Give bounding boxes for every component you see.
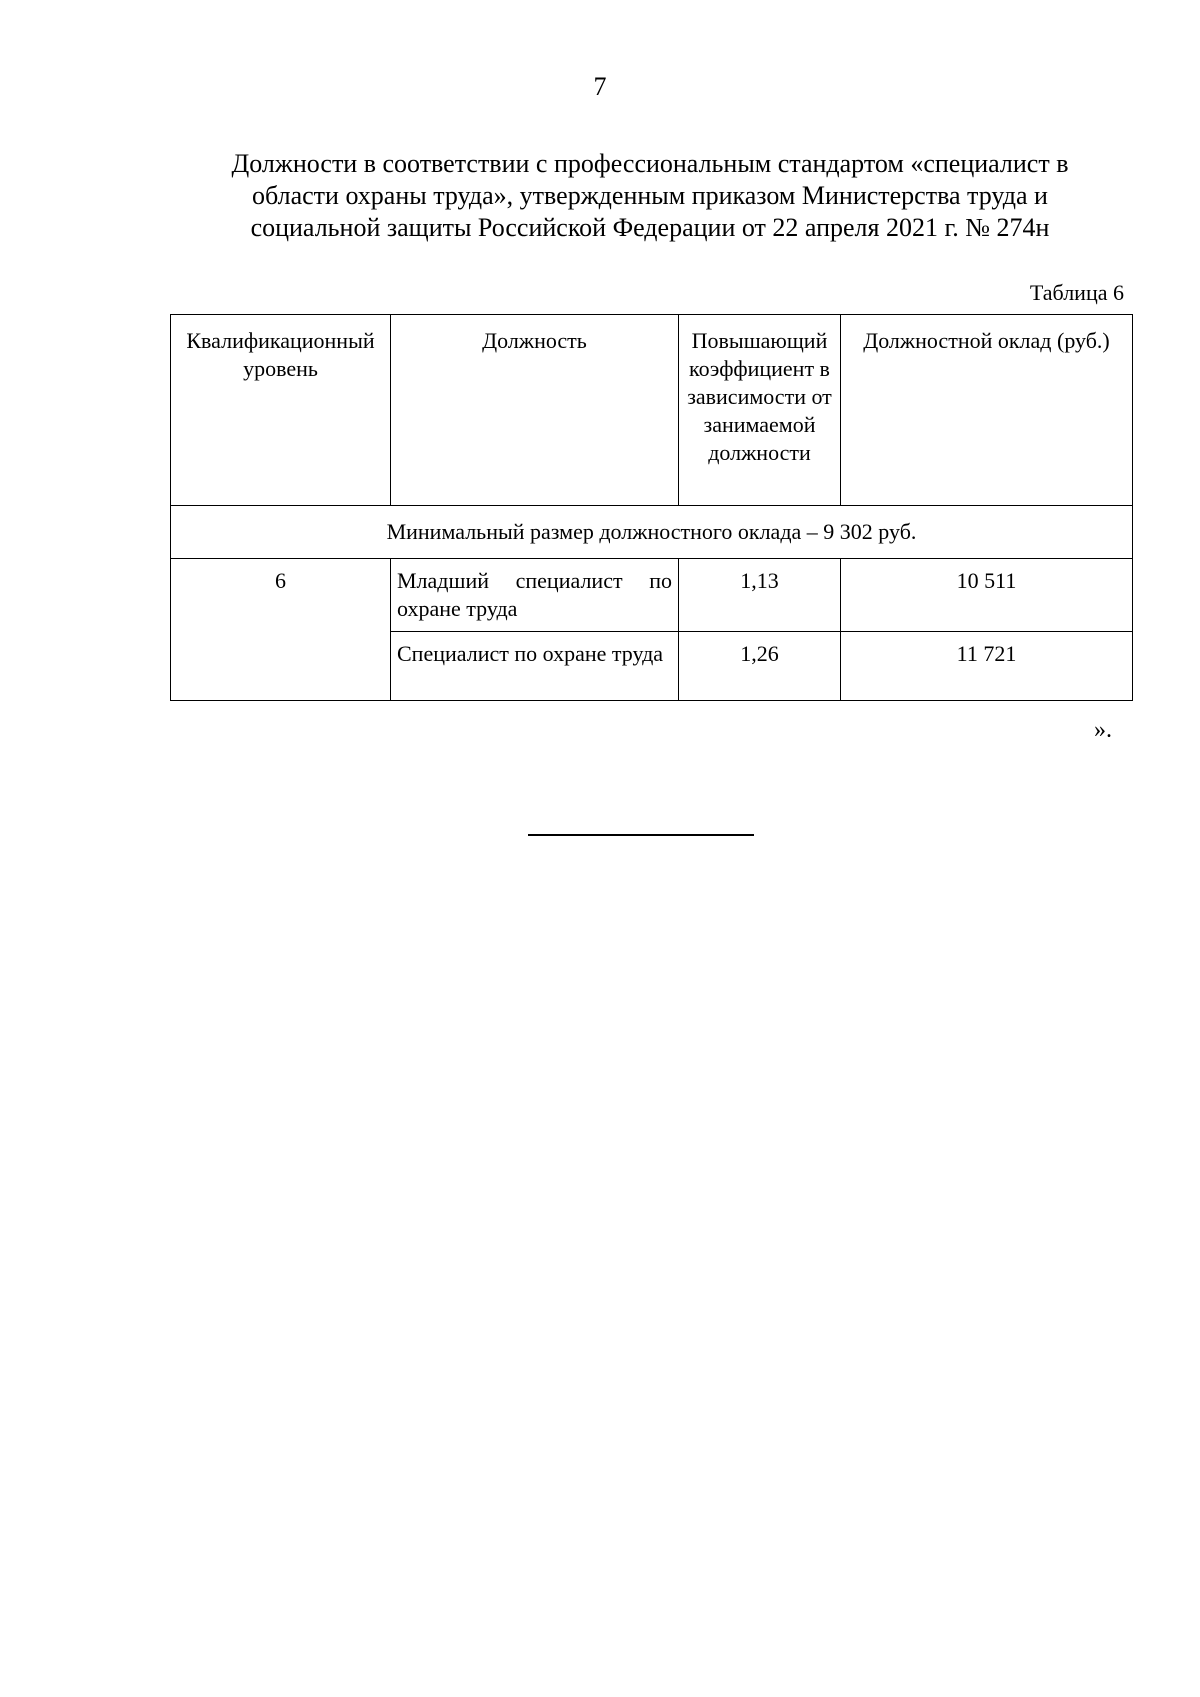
qualification-level-cell: 6	[171, 559, 391, 701]
header-salary: Должностной оклад (руб.)	[841, 315, 1133, 506]
salary-cell: 10 511	[841, 559, 1133, 632]
header-qualification-level: Квалификационный уровень	[171, 315, 391, 506]
coefficient-cell: 1,13	[679, 559, 841, 632]
position-cell: Специалист по охране труда	[391, 632, 679, 701]
title-line: области охраны труда», утвержденным приказом Министерства труда и	[252, 181, 1048, 210]
page-number: 7	[593, 72, 607, 101]
closing-quote: ».	[1094, 717, 1112, 743]
table-label: Таблица 6	[1029, 280, 1124, 305]
table-row	[171, 559, 1133, 632]
min-salary-row	[171, 506, 1133, 559]
coefficient-cell: 1,26	[679, 632, 841, 701]
separator-line	[528, 834, 754, 836]
title-line: Должности в соответствии с профессиональным стандартом «специалист в	[231, 149, 1069, 178]
header-position: Должность	[391, 315, 679, 506]
min-salary-text: Минимальный размер должностного оклада – 9 302 руб.	[171, 506, 1133, 559]
document-title	[170, 148, 1130, 244]
title-line: социальной защиты Российской Федерации от 22 апреля 2021 г. № 274н	[250, 213, 1050, 242]
position-cell: Младший специалист по охране труда	[391, 559, 679, 632]
positions-table	[170, 314, 1133, 701]
salary-cell: 11 721	[841, 632, 1133, 701]
table-header-row	[171, 315, 1133, 506]
header-coefficient: Повышающий коэффициент в зависимости от занимаемой должности	[679, 315, 841, 506]
